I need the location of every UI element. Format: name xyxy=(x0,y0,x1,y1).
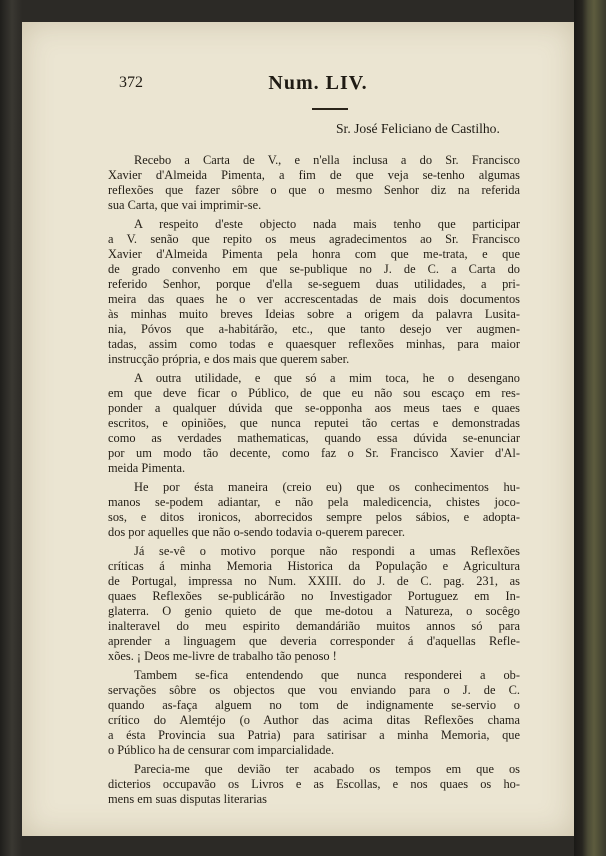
text-line: de grado convenho em que se-publique no J. de C. a Carta do xyxy=(108,262,520,276)
text-line: às minhas muito breves Ideias sobre a origem da palavra Lusita- xyxy=(108,307,520,321)
text-line: tadas, assim como todas e quaesquer reflexões minhas, para maior xyxy=(108,337,520,351)
text-line: manos se-podem adiantar, e não pela maledicencia, chistes joco- xyxy=(108,495,520,509)
text-line: dicterios occupavão os Livros e as Escollas, e nos quaes os ho- xyxy=(108,777,520,791)
text-line: ponder a qualquer dúvida que se-opponha aos meus taes e quaes xyxy=(108,401,520,415)
text-line: escritos, e opiniões, que nunca reputei tão certas e demonstradas xyxy=(108,416,520,430)
text-line: nia, Póvos que a-habitárão, etc., que tanto desejo ver augmen- xyxy=(108,322,520,336)
text-line: meida Pimenta. xyxy=(108,461,186,475)
text-line: A respeito d'este objecto nada mais tenho que participar xyxy=(134,217,520,231)
text-line: Recebo a Carta de V., e n'ella inclusa a do Sr. Francisco xyxy=(134,153,520,167)
text-line: xões. ¡ Deos me-livre de trabalho tão penoso ! xyxy=(108,649,337,663)
text-line: instrucção própria, e dos mais que querem saber. xyxy=(108,352,350,366)
text-line: de Portugal, impressa no Num. XXIII. do J. de C. pag. 231, as xyxy=(108,574,520,588)
text-line: a ésta Provincia sua Patria) para satirisar a minha Memoria, que xyxy=(108,728,520,742)
text-line: quando as-faça alguem no tom de indignamente se-servio o xyxy=(108,698,520,712)
text-line: inalteravel do meu espirito demandárião muitos annos só para xyxy=(108,619,520,633)
text-line: aprender a linguagem que deveria corresponder á d'aquellas Refle- xyxy=(108,634,520,648)
text-line: crítico do Alemtéjo (o Author das acima ditas Reflexões chama xyxy=(108,713,520,727)
text-line: como as verdades mathematicas, quando essa dúvida se-enunciar xyxy=(108,431,520,445)
text-line: críticas á minha Memoria Historica da População e Agricultura xyxy=(108,559,520,573)
text-line: servações sôbre os objectos que vou enviando para o J. de C. xyxy=(108,683,520,697)
page-number: 372 xyxy=(119,74,143,91)
text-line: Já se-vê o motivo porque não respondi a umas Reflexões xyxy=(134,544,520,558)
text-line: referido Senhor, porque d'ella se-seguem duas utilidades, a pri- xyxy=(108,277,520,291)
text-line: dos por aquelles que não o-sendo todavia o-querem parecer. xyxy=(108,525,405,539)
text-line: glaterra. O genio quieto de que me-dotou a Natureza, o socêgo xyxy=(108,604,520,618)
text-line: sua Carta, que vai imprimir-se. xyxy=(108,198,262,212)
text-line: a V. senão que repito os meus agradecimentos ao Sr. Francisco xyxy=(108,232,520,246)
text-line: Xavier d'Almeida Pimenta pela honra com que me-trata, e que xyxy=(108,247,520,261)
text-line: quaes Reflexões se-publicárão no Investigador Portuguez em In- xyxy=(108,589,520,603)
heading-rule xyxy=(312,108,348,110)
letter-body xyxy=(108,153,520,807)
text-line: He por ésta maneira (creio eu) que os conhecimentos hu- xyxy=(134,480,520,494)
text-line: em que deve ficar o Público, de que eu não sou escaço em res- xyxy=(108,386,520,400)
page-heading: Num. LIV. xyxy=(268,72,368,94)
text-line: meira das quaes he o ver accrescentadas de mais dois documentos xyxy=(108,292,520,306)
text-line: Xavier d'Almeida Pimenta, a fim de que veja se-tenho algumas xyxy=(108,168,520,182)
adjacent-page-edge xyxy=(574,0,606,856)
text-line: reflexões que fazer sôbre o que o mesmo Senhor diz na referida xyxy=(108,183,520,197)
text-line: sos, e ditos ironicos, aborrecidos sempre pelos sábios, e adopta- xyxy=(108,510,520,524)
text-line: Tambem se-fica entendendo que nunca responderei a ob- xyxy=(134,668,520,682)
text-line: A outra utilidade, e que só a mim toca, he o desengano xyxy=(134,371,520,385)
text-line: mens em suas disputas literarias xyxy=(108,792,267,806)
text-line: por um modo tão decente, como faz o Sr. Francisco Xavier d'Al- xyxy=(108,446,520,460)
text-line: Parecia-me que devião ter acabado os tempos em que os xyxy=(134,762,520,776)
text-line: o Público ha de censurar com imparcialidade. xyxy=(108,743,335,757)
salutation: Sr. José Feliciano de Castilho. xyxy=(336,121,500,136)
